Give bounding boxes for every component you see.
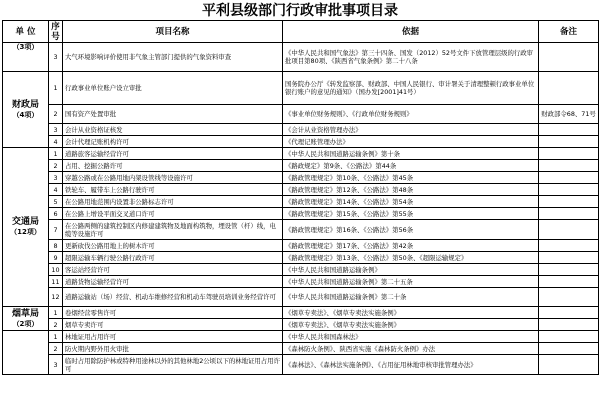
row-number: 5	[49, 196, 63, 208]
item-name: 超限运输车辆行驶公路行政许可	[63, 252, 283, 264]
row-number: 1	[49, 148, 63, 160]
unit-count: （3项）	[12, 43, 39, 51]
item-note	[539, 148, 599, 160]
item-basis: 《中华人民共和国道路运输条例》第十条	[283, 148, 539, 160]
item-name: 占用、挖掘公路许可	[63, 160, 283, 172]
row-number: 10	[49, 264, 63, 276]
row-number: 3	[49, 43, 63, 72]
table-row	[3, 136, 599, 148]
item-name: 卷烟经营零售许可	[63, 307, 283, 319]
table-row	[3, 240, 599, 252]
item-basis: 《事业单位财务规则》、《行政单位财务规则》	[283, 105, 539, 124]
table-row	[3, 343, 599, 355]
table-row	[3, 148, 599, 160]
item-note	[539, 307, 599, 319]
item-note	[539, 172, 599, 184]
row-number: 1	[49, 331, 63, 343]
item-basis: 《烟草专卖法》、《烟草专卖法实施条例》	[283, 319, 539, 331]
row-number: 4	[49, 184, 63, 196]
table-row	[3, 288, 599, 307]
row-number: 3	[49, 124, 63, 136]
item-basis: 《路政管理规定》第14条、《公路法》第54条	[283, 196, 539, 208]
item-note	[539, 355, 599, 375]
item-note	[539, 220, 599, 240]
document-title: 平利县级部门行政审批事项目录	[202, 3, 398, 19]
item-name: 客运站经营许可	[63, 264, 283, 276]
item-note	[539, 208, 599, 220]
item-name: 会计从业资格证核发	[63, 124, 283, 136]
item-basis: 《路政管理规定》第15条、《公路法》第55条	[283, 208, 539, 220]
item-note	[539, 240, 599, 252]
row-number: 1	[49, 307, 63, 319]
item-name: 更新砍伐公路用地上的树木许可	[63, 240, 283, 252]
header-basis: 依据	[283, 21, 539, 43]
unit-name: 烟草局	[11, 308, 39, 319]
item-name: 临时占用除防护林或特种用途林以外的其他林地2公顷以下的林地证用占用许可	[63, 355, 283, 375]
unit-cell	[3, 148, 49, 307]
table-row	[3, 72, 599, 105]
item-name: 行政事业单位账户设立审批	[63, 72, 283, 105]
row-number: 2	[49, 105, 63, 124]
unit-name: 财政局	[11, 99, 39, 110]
row-number: 11	[49, 276, 63, 288]
item-note	[539, 276, 599, 288]
item-name: 道路旅客运输经营许可	[63, 148, 283, 160]
row-number: 8	[49, 240, 63, 252]
item-basis: 《中华人民共和国道路运输条例》第二十五条	[283, 276, 539, 288]
item-basis: 《森林法》、《森林法实施条例》、《占用征用林地审核审批管理办法》	[283, 355, 539, 375]
header-seq: 序号	[49, 21, 63, 43]
item-basis: 《代理记账管理办法》	[283, 136, 539, 148]
item-name: 铁轮车、履带车上公路行驶许可	[63, 184, 283, 196]
item-basis: 《路政管理规定》第13条、《公路法》第50条、《超限运输规定》	[283, 252, 539, 264]
table-row	[3, 220, 599, 240]
item-name: 在公路用地范围内设置非公路标志许可	[63, 196, 283, 208]
header-unit: 单 位	[3, 21, 49, 43]
unit-count: （4项）	[12, 110, 39, 119]
item-note	[539, 136, 599, 148]
row-number: 2	[49, 343, 63, 355]
item-basis: 《会计从业资格管理办法》	[283, 124, 539, 136]
item-note	[539, 288, 599, 307]
table-row	[3, 307, 599, 319]
table-row	[3, 319, 599, 331]
row-number: 6	[49, 208, 63, 220]
unit-cell	[3, 307, 49, 331]
item-note: 财政部令68、71号	[539, 105, 599, 124]
table-row	[3, 264, 599, 276]
item-note	[539, 331, 599, 343]
table-row	[3, 208, 599, 220]
item-basis: 《中华人民共和国道路运输条例》第二十条	[283, 288, 539, 307]
unit-cell	[3, 331, 49, 375]
item-note	[539, 43, 599, 72]
header-note: 备注	[539, 21, 599, 43]
unit-cell	[3, 43, 49, 72]
row-number: 2	[49, 319, 63, 331]
table-header-row	[3, 21, 599, 43]
table-row	[3, 331, 599, 343]
item-basis: 《路政管理规定》第17条、《公路法》第42条	[283, 240, 539, 252]
item-name: 烟草专卖许可	[63, 319, 283, 331]
item-name: 穿越公路或在公路用地内架设管线等设施许可	[63, 172, 283, 184]
item-note	[539, 184, 599, 196]
item-name: 防火期内野外用火审批	[63, 343, 283, 355]
unit-name: 交通局	[11, 217, 39, 227]
header-name: 项目名称	[63, 21, 283, 43]
row-number: 4	[49, 136, 63, 148]
item-note	[539, 124, 599, 136]
item-basis: 《路政管理规定》第16条、《公路法》第56条	[283, 220, 539, 240]
table-row	[3, 196, 599, 208]
approval-items-table	[2, 20, 599, 375]
table-row	[3, 160, 599, 172]
item-basis: 《中华人民共和国气象法》第三十四条、国发（2012）52号文件下放管理层级的行政审批项目第80项、《陕西省气象条例》第二十八条	[283, 43, 539, 72]
unit-count: （12项）	[10, 228, 41, 236]
row-number: 1	[49, 72, 63, 105]
item-note	[539, 196, 599, 208]
item-note	[539, 343, 599, 355]
table-row	[3, 276, 599, 288]
item-basis: 《路政管理规定》第10条、《公路法》第45条	[283, 172, 539, 184]
item-name: 道路货物运输经营许可	[63, 276, 283, 288]
item-basis: 《烟草专卖法》、《烟草专卖法实施条例》	[283, 307, 539, 319]
unit-cell	[3, 72, 49, 148]
item-basis: 《森林防火条例》、陕西省实施《森林防火条例》办法	[283, 343, 539, 355]
item-note	[539, 160, 599, 172]
item-note	[539, 252, 599, 264]
item-basis: 《路政规定》第9条、《公路法》第44条	[283, 160, 539, 172]
item-name: 在公路上增设平面交叉道口许可	[63, 208, 283, 220]
item-basis: 国务院办公厅《转发监察部、财政部、中国人民银行、审计署关于清理整顿行政事业单位银行账户的意见的通知》（国办发[2001]41号）	[283, 72, 539, 105]
row-number: 2	[49, 160, 63, 172]
item-name: 林地证用占用许可	[63, 331, 283, 343]
item-basis: 《中华人民共和国森林法》	[283, 331, 539, 343]
item-note	[539, 72, 599, 105]
item-basis: 《路政管理规定》第12条、《公路法》第48条	[283, 184, 539, 196]
item-name: 国有资产处置审批	[63, 105, 283, 124]
row-number: 7	[49, 220, 63, 240]
table-row	[3, 172, 599, 184]
row-number: 3	[49, 355, 63, 375]
item-name: 道路运输站（场）经营、机动车维修经营和机动车驾驶员培训业务经营许可	[63, 288, 283, 307]
item-note	[539, 264, 599, 276]
table-row	[3, 355, 599, 375]
table-row	[3, 184, 599, 196]
item-note	[539, 319, 599, 331]
unit-count: （2项）	[12, 319, 39, 328]
table-row	[3, 252, 599, 264]
row-number: 3	[49, 172, 63, 184]
item-basis: 《中华人民共和国道路运输条例》	[283, 264, 539, 276]
item-name: 会计代理记账机构许可	[63, 136, 283, 148]
row-number: 9	[49, 252, 63, 264]
table-row	[3, 43, 599, 72]
item-name: 大气环境影响评价使用非气象主管部门提供的气象资料审查	[63, 43, 283, 72]
table-row	[3, 124, 599, 136]
item-name: 在公路两侧的建筑控制区内修建建筑物及地面构筑物，埋设管（杆）线，电缆等设施许可	[63, 220, 283, 240]
row-number: 12	[49, 288, 63, 307]
table-row	[3, 105, 599, 124]
